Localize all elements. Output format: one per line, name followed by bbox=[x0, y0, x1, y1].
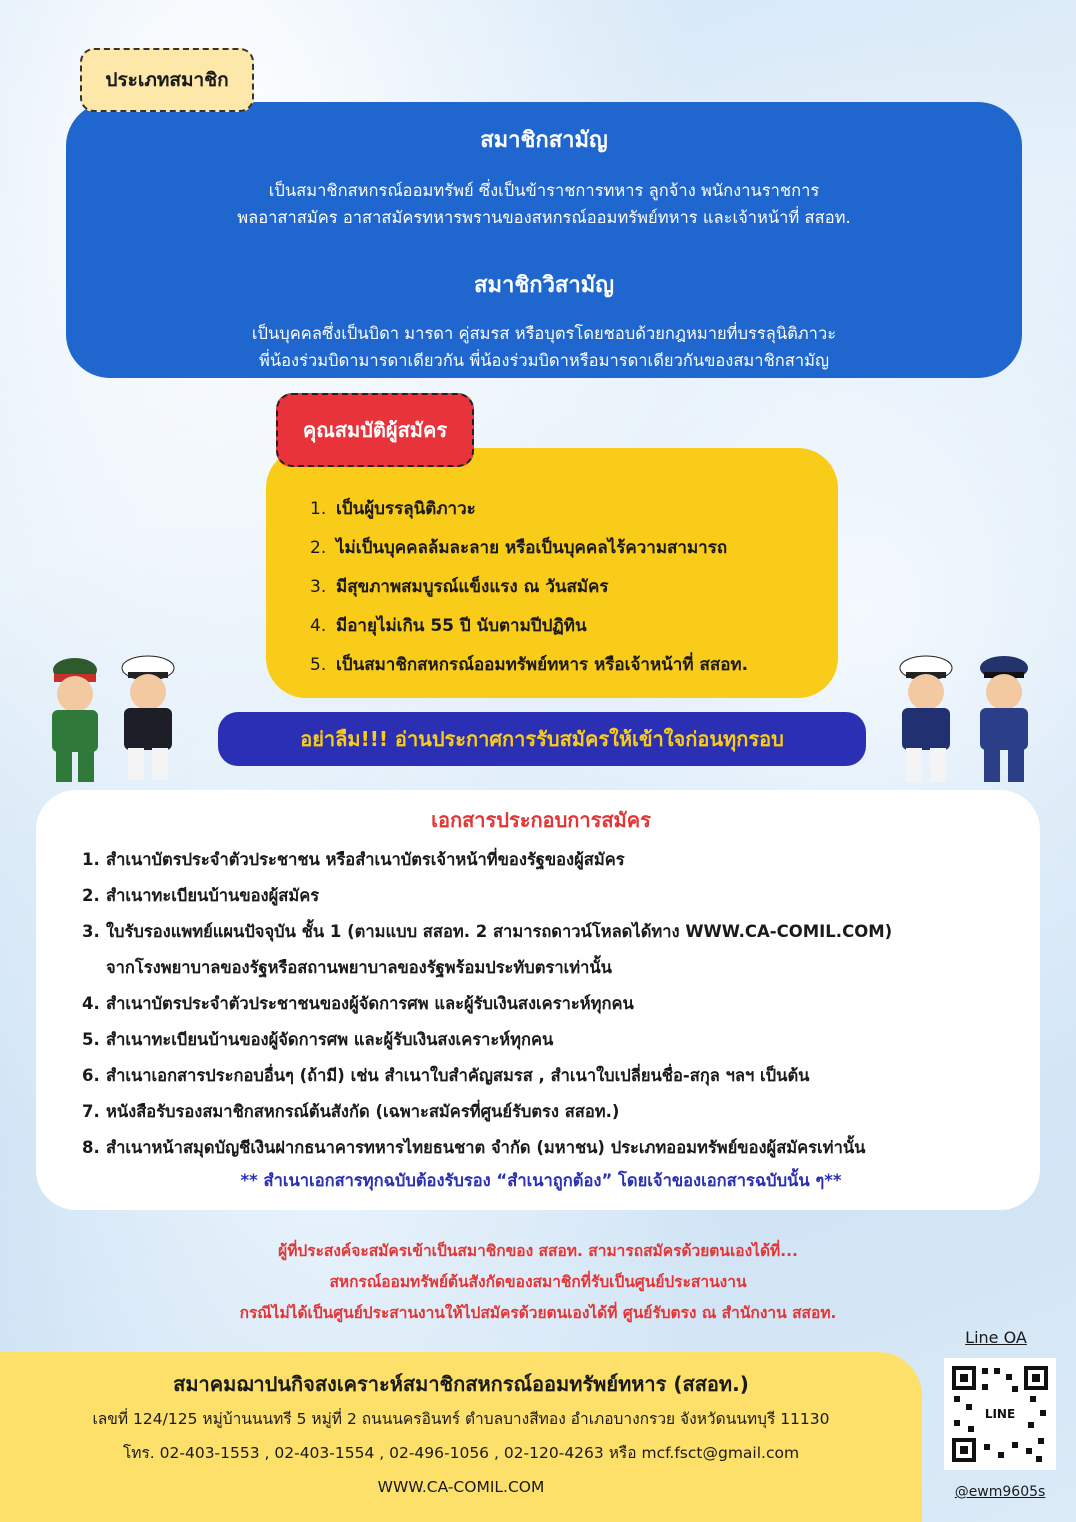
documents-card bbox=[36, 790, 1040, 1210]
ordinary-member-line-2: พลอาสาสมัคร อาสาสมัครทหารพรานของสหกรณ์ออมทรัพย์ทหาร และเจ้าหน้าที่ สสอท. bbox=[237, 208, 851, 227]
application-notes bbox=[100, 1236, 976, 1329]
application-note-line: สหกรณ์ออมทรัพย์ต้นสังกัดของสมาชิกที่รับเป็นศูนย์ประสานงาน bbox=[329, 1273, 747, 1291]
document-item: 5. สำเนาทะเบียนบ้านของผู้จัดการศพ และผู้รับเงินสงเคราะห์ทุกคน bbox=[82, 1030, 554, 1049]
document-item: 8. สำเนาหน้าสมุดบัญชีเงินฝากธนาคารทหารไทยธนชาต จำกัด (มหาชน) ประเภทออมทรัพย์ของผู้สมัครเท่านั้น bbox=[82, 1138, 866, 1157]
qr-code-icon bbox=[950, 1364, 1050, 1464]
documents-note: ** สำเนาเอกสารทุกฉบับต้องรับรอง “สำเนาถูกต้อง” โดยเจ้าของเอกสารฉบับนั้น ๆ** bbox=[240, 1171, 842, 1190]
navy-mascot-illustration bbox=[110, 650, 186, 782]
line-qr-code[interactable] bbox=[944, 1358, 1056, 1470]
document-item: 6. สำเนาเอกสารประกอบอื่นๆ (ถ้ามี) เช่น สำเนาใบสำคัญสมรส , สำเนาใบเปลี่ยนชื่อ-สกุล ฯลฯ เป็นต้น bbox=[82, 1066, 810, 1085]
qualification-item: 5. เป็นสมาชิกสหกรณ์ออมทรัพย์ทหาร หรือเจ้าหน้าที่ สสอท. bbox=[310, 655, 749, 675]
air-force-mascot-illustration bbox=[966, 650, 1042, 784]
ordinary-member-title: สมาชิกสามัญ bbox=[480, 128, 608, 153]
associate-member-line-1: เป็นบุคคลซึ่งเป็นบิดา มารดา คู่สมรส หรือบุตรโดยชอบด้วยกฎหมายที่บรรลุนิติภาวะ bbox=[251, 324, 837, 343]
document-item: 7. หนังสือรับรองสมาชิกสหกรณ์ต้นสังกัด (เฉพาะสมัครที่ศูนย์รับตรง สสอท.) bbox=[82, 1102, 620, 1121]
line-handle[interactable]: @ewm9605s bbox=[954, 1484, 1046, 1500]
navy-white-mascot-illustration bbox=[888, 650, 964, 784]
application-note-line: ผู้ที่ประสงค์จะสมัครเข้าเป็นสมาชิกของ สสอท. สามารถสมัครด้วยตนเองได้ที่... bbox=[278, 1242, 798, 1260]
organization-address: เลขที่ 124/125 หมู่บ้านนนทรี 5 หมู่ที่ 2 ถนนนครอินทร์ ตำบลบางสีทอง อำเภอบางกรวย จังหวัดนนทบุรี 11130 bbox=[92, 1410, 830, 1428]
reminder-banner: อย่าลืม!!! อ่านประกาศการรับสมัครให้เข้าใจก่อนทุกรอบ bbox=[218, 712, 866, 766]
qualification-item: 3. มีสุขภาพสมบูรณ์แข็งแรง ณ วันสมัคร bbox=[310, 577, 609, 597]
associate-member-title: สมาชิกวิสามัญ bbox=[474, 273, 614, 298]
qualifications-card bbox=[266, 448, 838, 698]
organization-contact: โทร. 02-403-1553 , 02-403-1554 , 02-496-1056 , 02-120-4263 หรือ mcf.fsct@gmail.com bbox=[122, 1444, 800, 1462]
organization-name: สมาคมฌาปนกิจสงเคราะห์สมาชิกสหกรณ์ออมทรัพย์ทหาร (สสอท.) bbox=[173, 1372, 749, 1396]
member-types-tag: ประเภทสมาชิก bbox=[80, 48, 254, 112]
document-item: 4. สำเนาบัตรประจำตัวประชาชนของผู้จัดการศพ และผู้รับเงินสงเคราะห์ทุกคน bbox=[82, 994, 634, 1013]
qualifications-tag: คุณสมบัติผู้สมัคร bbox=[276, 393, 474, 467]
footer bbox=[0, 1352, 922, 1522]
qualification-item: 4. มีอายุไม่เกิน 55 ปี นับตามปีปฏิทิน bbox=[310, 616, 587, 636]
associate-member-line-2: พี่น้องร่วมบิดามารดาเดียวกัน พี่น้องร่วมบิดาหรือมารดาเดียวกันของสมาชิกสามัญ bbox=[258, 351, 830, 370]
qr-center-text: LINE bbox=[984, 1407, 1016, 1421]
qualifications-list bbox=[310, 490, 838, 685]
line-oa-label: Line OA bbox=[965, 1328, 1027, 1347]
documents-title: เอกสารประกอบการสมัคร bbox=[431, 808, 651, 832]
ordinary-member-line-1: เป็นสมาชิกสหกรณ์ออมทรัพย์ ซึ่งเป็นข้าราชการทหาร ลูกจ้าง พนักงานราชการ bbox=[268, 181, 820, 200]
army-mascot-illustration bbox=[40, 652, 110, 784]
document-item-continuation: จากโรงพยาบาลของรัฐหรือสถานพยาบาลของรัฐพร้อมประทับตราเท่านั้น bbox=[106, 958, 612, 977]
qualification-item: 2. ไม่เป็นบุคคลล้มละลาย หรือเป็นบุคคลไร้ความสามารถ bbox=[310, 538, 728, 558]
document-item: 1. สำเนาบัตรประจำตัวประชาชน หรือสำเนาบัตรเจ้าหน้าที่ของรัฐของผู้สมัคร bbox=[82, 850, 625, 869]
document-item: 3. ใบรับรองแพทย์แผนปัจจุบัน ชั้น 1 (ตามแบบ สสอท. 2 สามารถดาวน์โหลดได้ทาง WWW.CA-COMIL.COM) bbox=[82, 922, 893, 941]
application-note-line: กรณีไม่ได้เป็นศูนย์ประสานงานให้ไปสมัครด้วยตนเองได้ที่ ศูนย์รับตรง ณ สำนักงาน สสอท. bbox=[239, 1304, 837, 1322]
member-types-card bbox=[66, 102, 1022, 378]
website-link[interactable]: WWW.CA-COMIL.COM bbox=[377, 1478, 545, 1496]
qualification-item: 1. เป็นผู้บรรลุนิติภาวะ bbox=[310, 499, 476, 519]
document-item: 2. สำเนาทะเบียนบ้านของผู้สมัคร bbox=[82, 886, 320, 905]
